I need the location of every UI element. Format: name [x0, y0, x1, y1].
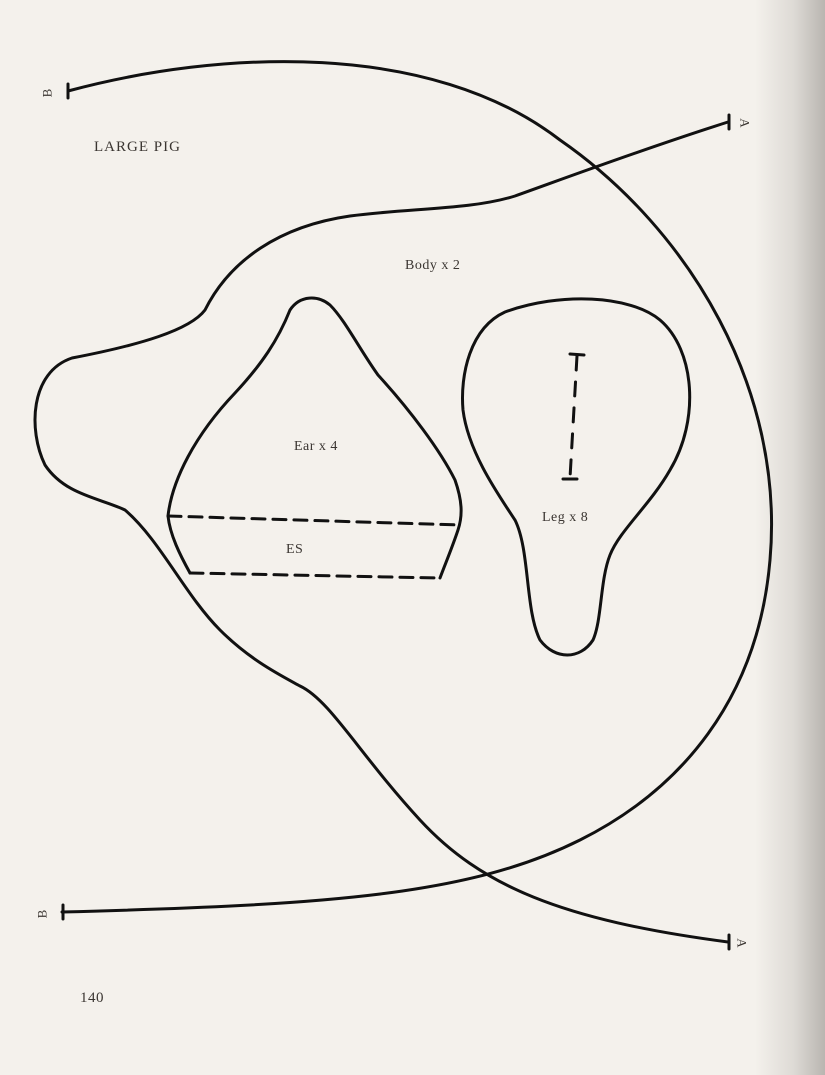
- ear-seam-lower: [190, 573, 440, 578]
- ear-seam-upper: [168, 516, 460, 525]
- marker-a-top: A: [737, 118, 753, 128]
- body-piece-label: Body x 2: [405, 258, 461, 273]
- marker-b-bottom: B: [34, 909, 50, 919]
- leg-grainline: [570, 356, 577, 478]
- marker-b-top: B: [39, 88, 55, 98]
- page-number: 140: [80, 990, 104, 1006]
- leg-outline: [462, 299, 689, 655]
- arc-b-outline: [62, 62, 772, 912]
- ear-seam-label: ES: [286, 542, 304, 557]
- ear-outline: [168, 298, 461, 578]
- marker-a-bottom: A: [734, 938, 750, 948]
- pattern-title: LARGE PIG: [94, 139, 181, 155]
- ear-piece-label: Ear x 4: [294, 439, 338, 454]
- leg-grainline-cap-top: [570, 354, 584, 355]
- leg-piece-label: Leg x 8: [542, 510, 589, 525]
